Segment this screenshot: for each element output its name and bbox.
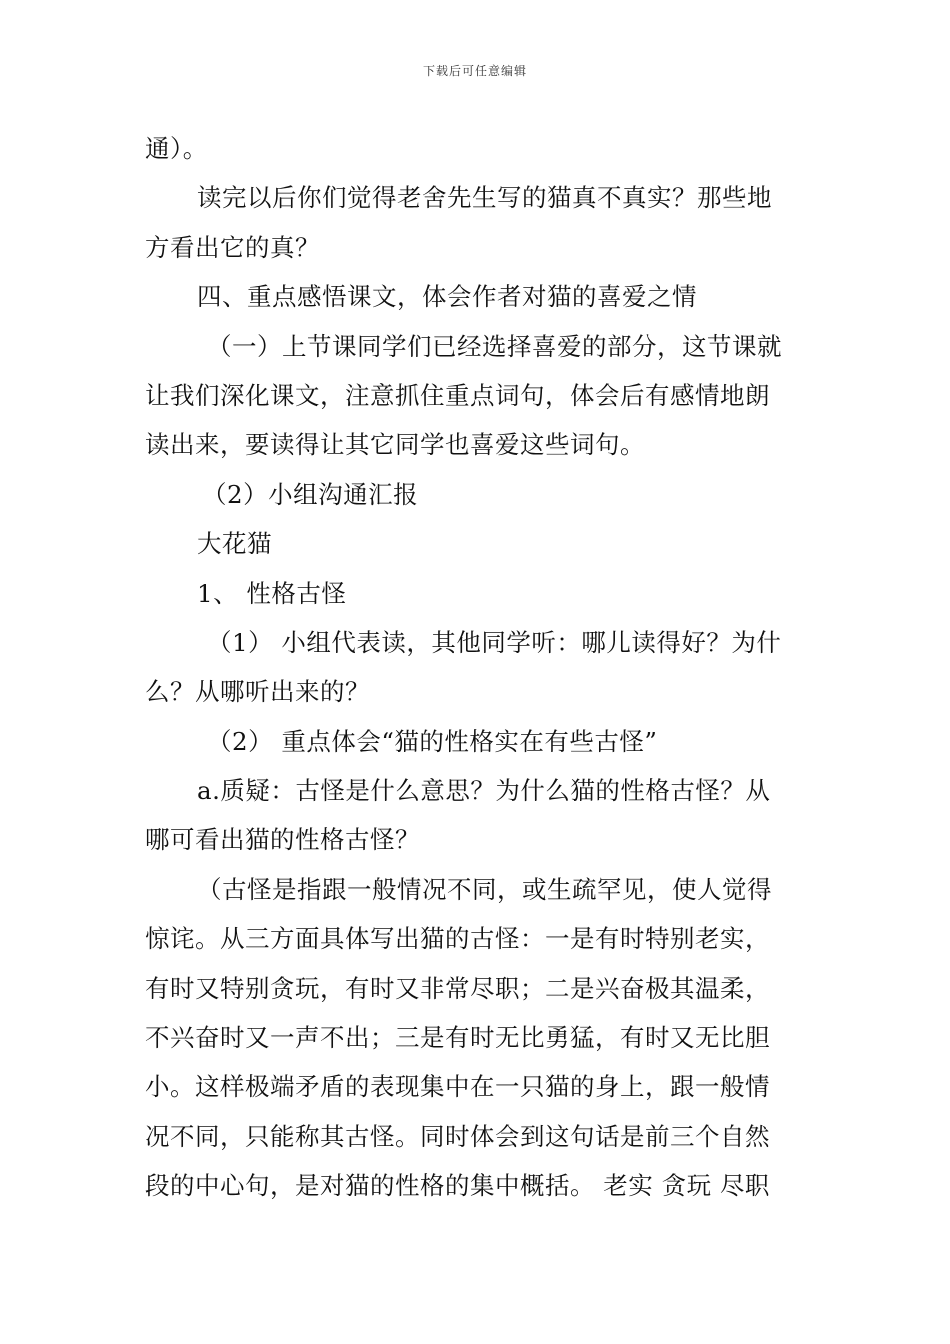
text-line: （2）小组沟通汇报 [202,479,419,509]
text-line: 况不同，只能称其古怪。同时体会到这句话是前三个自然 [145,1121,770,1151]
text-line: 方看出它的真？ [145,232,320,262]
text-line: 段的中心句，是对猫的性格的集中概括。 老实 贪玩 尽职 [145,1171,770,1201]
text-line: 读出来，要读得让其它同学也喜爱这些词句。 [145,430,645,460]
text-line: 让我们深化课文，注意抓住重点词句，体会后有感情地朗 [145,380,770,410]
text-line: 小。这样极端矛盾的表现集中在一只猫的身上，跟一般情 [145,1072,770,1102]
document-body [145,124,810,1211]
text-line: 惊诧。从三方面具体写出猫的古怪：一是有时特别老实， [145,924,770,954]
text-line: 不兴奋时又一声不出；三是有时无比勇猛，有时又无比胆 [145,1023,770,1053]
text-line: 通）。 [145,134,208,163]
section-heading: 四、重点感悟课文，体会作者对猫的喜爱之情 [197,282,697,312]
text-line: a.质疑：古怪是什么意思？为什么猫的性格古怪？从 [197,776,771,806]
list-item: 1、 性格古怪 [197,578,347,608]
text-line: （一）上节课同学们已经选择喜爱的部分，这节课就 [207,331,782,361]
text-line: 读完以后你们觉得老舍先生写的猫真不真实？那些地 [197,183,772,213]
text-line: （1） 小组代表读，其他同学听：哪儿读得好？为什 [207,627,782,657]
text-line: 有时又特别贪玩，有时又非常尽职；二是兴奋极其温柔， [145,973,770,1003]
text-line: 哪可看出猫的性格古怪？ [145,825,420,855]
page-header: 下载后可任意编辑 [422,64,527,78]
text-line: （2） 重点体会“猫的性格实在有些古怪” [207,726,658,756]
text-line: （古怪是指跟一般情况不同，或生疏罕见，使人觉得 [197,874,772,904]
subheading: 大花猫 [197,529,272,559]
text-line: 么？从哪听出来的？ [145,677,370,707]
